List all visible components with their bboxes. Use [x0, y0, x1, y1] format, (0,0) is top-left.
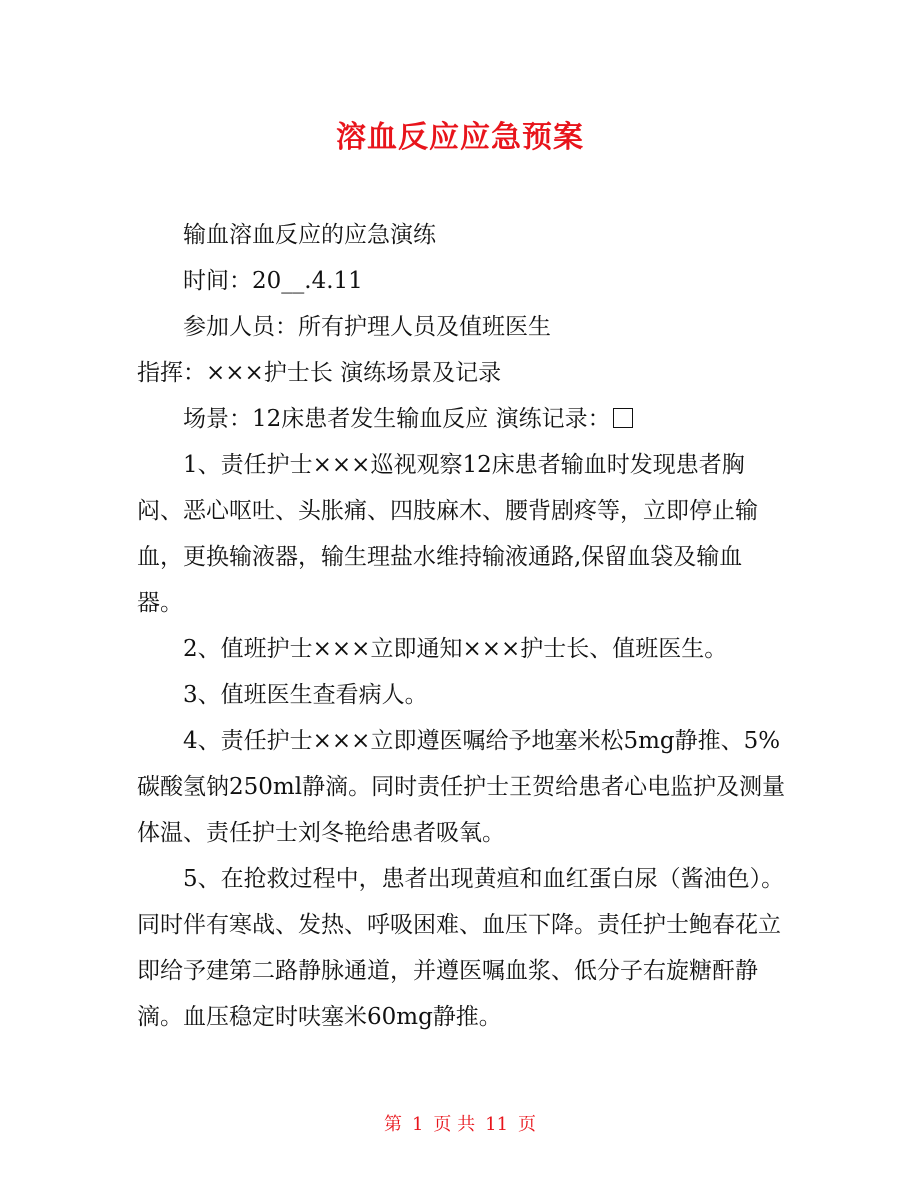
scene-text: 场景：12床患者发生输血反应 演练记录： [183, 406, 611, 432]
paragraph-drill-name: 输血溶血反应的应急演练 [183, 222, 436, 248]
page-title: 溶血反应应急预案 [336, 120, 584, 155]
document-body [137, 212, 787, 1040]
paragraph-step-3: 3、值班医生查看病人。 [183, 682, 428, 708]
page-footer [0, 1112, 920, 1138]
footer-prefix: 第 [383, 1114, 402, 1135]
paragraph-time: 时间：20__.4.11 [183, 268, 363, 294]
footer-total-pages: 11 [485, 1114, 509, 1135]
paragraph-participants: 参加人员：所有护理人员及值班医生 [183, 314, 551, 340]
paragraph-step-5: 5、在抢救过程中，患者出现黄疸和血红蛋白尿（酱油色）。同时伴有寒战、发热、呼吸困难、血压下降。责任护士鲍春花立即给予建第二路静脉通道，并遵医嘱血浆、低分子右旋糖酐静滴。血压稳定时呋塞米60mg静推。 [137, 866, 785, 1030]
footer-suffix: 页 [518, 1114, 537, 1135]
paragraph-step-4: 4、责任护士×××立即遵医嘱给予地塞米松5mg静推、5%碳酸氢钠250ml静滴。同时责任护士王贺给患者心电监护及测量体温、责任护士刘冬艳给患者吸氧。 [137, 728, 786, 846]
paragraph-scene [137, 396, 787, 442]
paragraph-step-1: 1、责任护士×××巡视观察12床患者输血时发现患者胸闷、恶心呕吐、头胀痛、四肢麻木、腰背剧疼等，立即停止输血，更换输液器，输生理盐水维持输液通路,保留血袋及输血器。 [137, 452, 758, 616]
footer-mid: 页 共 [433, 1114, 476, 1135]
empty-checkbox-icon [613, 408, 633, 428]
paragraph-commander: 指挥：×××护士长 演练场景及记录 [137, 360, 502, 386]
footer-current-page: 1 [411, 1114, 424, 1135]
paragraph-step-2: 2、值班护士×××立即通知×××护士长、值班医生。 [183, 636, 728, 662]
